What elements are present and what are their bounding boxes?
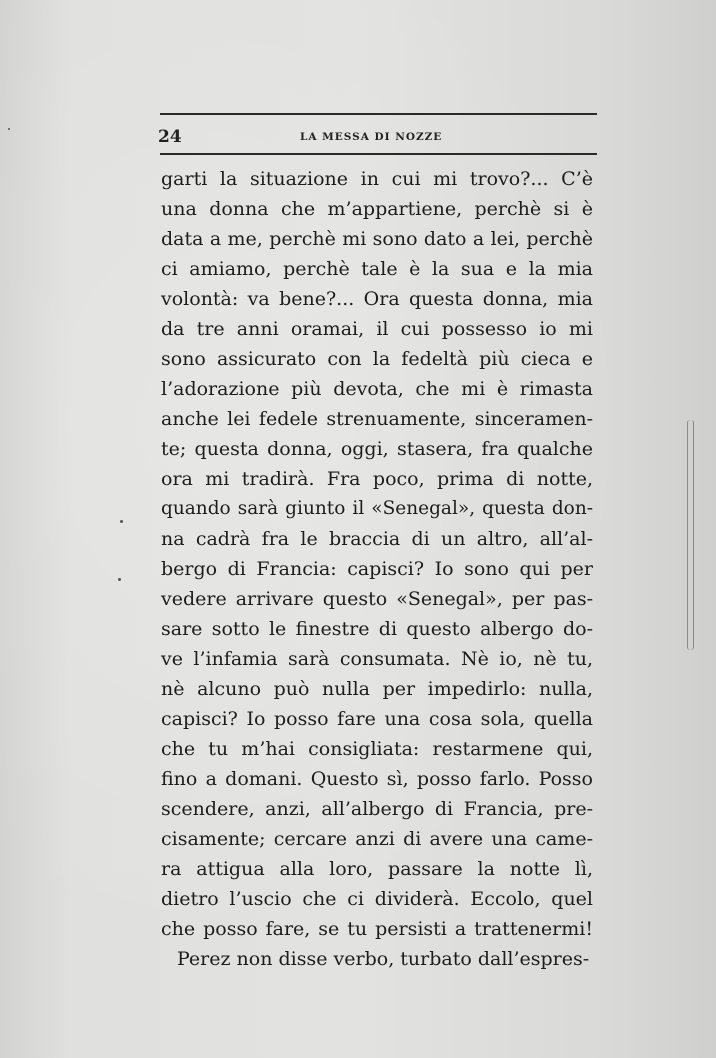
text-line-4: ci amiamo, perchè tale è la sua e la mia: [161, 258, 593, 280]
text-line-8: l’adorazione più devota, che mi è rimasta: [161, 378, 593, 400]
text-line-27: Perez non disse verbo, turbato dall’espres-: [177, 948, 590, 970]
text-line-23: cisamente; cercare anzi di avere una came-: [161, 828, 593, 850]
text-line-15: vedere arrivare questo «Senegal», per pas-: [161, 588, 593, 610]
body-text: [161, 164, 593, 974]
header-bottom-rule: [160, 153, 597, 155]
text-line-26: che posso fare, se tu persisti a trattenermi!: [161, 918, 593, 940]
text-line-19: capisci? Io posso fare una cosa sola, quella: [161, 708, 593, 730]
text-line-7: sono assicurato con la fedeltà più cieca e: [161, 348, 593, 370]
paper-speck: [8, 128, 10, 130]
text-line-21: fino a domani. Questo sì, posso farlo. Posso: [161, 768, 593, 790]
paper-speck: [118, 578, 121, 581]
running-title: LA MESSA DI NOZZE: [300, 131, 443, 143]
text-line-16: sare sotto le finestre di questo albergo do-: [161, 618, 593, 640]
text-line-5: volontà: va bene?... Ora questa donna, mia: [161, 288, 593, 310]
header-top-rule: [160, 113, 597, 115]
text-line-13: na cadrà fra le braccia di un altro, all’al-: [161, 528, 593, 550]
text-line-11: ora mi tradirà. Fra poco, prima di notte,: [161, 468, 593, 490]
text-line-25: dietro l’uscio che ci dividerà. Eccolo, quel: [161, 888, 593, 910]
text-line-10: te; questa donna, oggi, stasera, fra qualche: [161, 438, 593, 460]
text-line-14: bergo di Francia: capisci? Io sono qui per: [161, 558, 593, 580]
text-line-3: data a me, perchè mi sono dato a lei, perchè: [161, 228, 593, 250]
text-line-2: una donna che m’appartiene, perchè si è: [161, 198, 593, 220]
page-number: 24: [158, 127, 182, 147]
text-line-24: ra attigua alla loro, passare la notte lì,: [161, 858, 593, 880]
text-line-9: anche lei fedele strenuamente, sinceramen-: [161, 408, 593, 430]
text-line-6: da tre anni oramai, il cui possesso io mi: [161, 318, 593, 340]
paper-speck: [120, 520, 123, 523]
text-line-1: garti la situazione in cui mi trovo?... C’è: [161, 168, 593, 190]
margin-pencil-mark: [687, 420, 694, 650]
text-line-17: ve l’infamia sarà consumata. Nè io, nè tu,: [161, 648, 593, 670]
text-line-20: che tu m’hai consigliata: restarmene qui,: [161, 738, 593, 760]
text-line-12: quando sarà giunto il «Senegal», questa don-: [161, 498, 593, 519]
text-line-22: scendere, anzi, all’albergo di Francia, pre-: [161, 798, 593, 820]
text-line-18: nè alcuno può nulla per impedirlo: nulla,: [161, 678, 593, 700]
